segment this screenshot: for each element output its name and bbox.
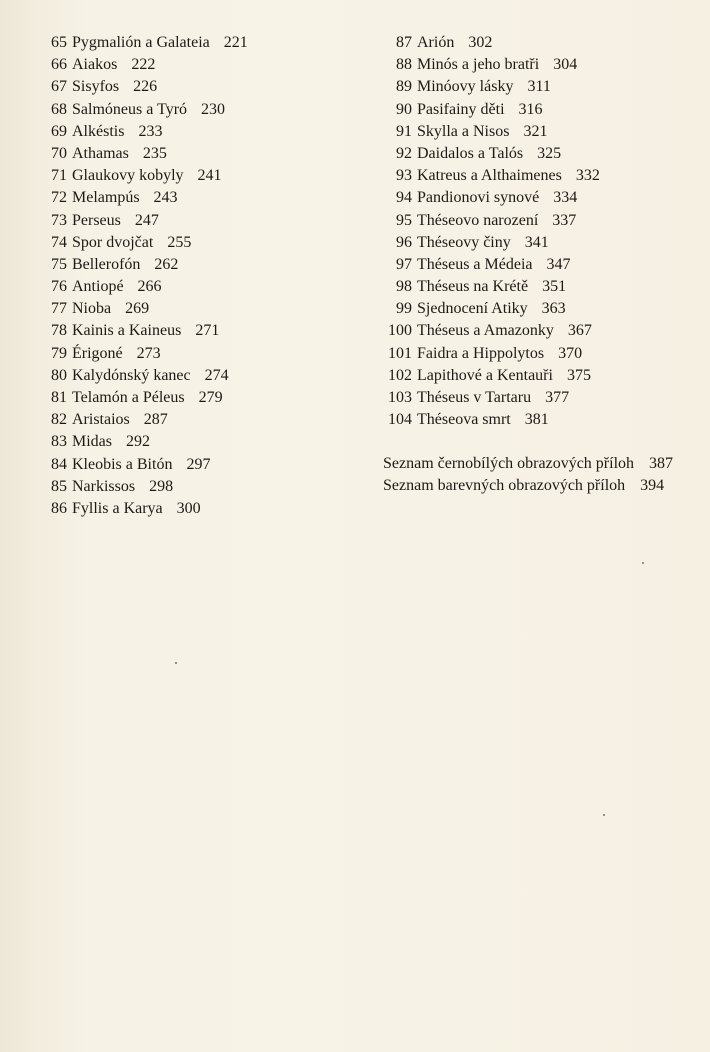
chapter-title: Salmóneus a Tyró xyxy=(72,100,188,118)
toc-entry xyxy=(40,476,340,498)
page-number: 351 xyxy=(542,278,567,296)
page-number: 367 xyxy=(567,322,592,340)
page-number: 222 xyxy=(131,56,156,74)
chapter-title: Spor dvojčat xyxy=(72,233,154,251)
page-number: 230 xyxy=(201,100,226,118)
paper-speck xyxy=(642,562,644,564)
page-number: 332 xyxy=(575,167,600,185)
toc-entry xyxy=(378,232,708,254)
chapter-number: 76 xyxy=(51,278,67,296)
toc-entry xyxy=(40,343,340,365)
toc-entry xyxy=(383,475,673,497)
chapter-title: Alkéstis xyxy=(72,122,125,140)
toc-entry xyxy=(40,254,340,276)
toc-entry xyxy=(378,121,708,143)
chapter-number: 102 xyxy=(388,366,412,384)
toc-entry xyxy=(378,343,708,365)
page-number: 381 xyxy=(524,411,549,429)
toc-entry xyxy=(40,232,340,254)
chapter-title: Kainis a Kaineus xyxy=(72,322,182,340)
chapter-title: Érigoné xyxy=(72,344,123,362)
chapter-title: Minós a jeho bratři xyxy=(417,56,540,74)
toc-entry xyxy=(40,187,340,209)
page-number: 255 xyxy=(167,233,192,251)
chapter-number: 104 xyxy=(388,411,412,429)
chapter-number: 79 xyxy=(51,344,67,362)
chapter-number: 65 xyxy=(51,34,67,51)
chapter-number: 70 xyxy=(51,144,67,162)
toc-entry xyxy=(378,210,708,232)
page-number: 347 xyxy=(546,255,571,273)
toc-entry xyxy=(378,54,708,76)
page-number: 337 xyxy=(552,211,577,229)
chapter-title: Aiakos xyxy=(72,56,118,74)
chapter-number: 71 xyxy=(51,167,67,185)
chapter-title: Daidalos a Talós xyxy=(417,144,524,162)
toc-entry xyxy=(40,32,340,54)
chapter-number: 75 xyxy=(51,255,67,273)
toc-entry xyxy=(378,187,708,209)
toc-entry xyxy=(40,298,340,320)
page-number: 334 xyxy=(553,189,578,207)
toc-entry xyxy=(378,298,708,320)
toc-entry xyxy=(378,143,708,165)
page-number: 370 xyxy=(558,344,583,362)
chapter-title: Théseovy činy xyxy=(417,233,511,251)
toc-entry xyxy=(378,165,708,187)
chapter-title: Théseus v Tartaru xyxy=(417,389,532,406)
chapter-number: 91 xyxy=(396,122,412,140)
page-number: 363 xyxy=(541,300,566,318)
page-number: 387 xyxy=(649,455,674,472)
toc-entry xyxy=(40,99,340,121)
toc-entry xyxy=(378,32,708,54)
toc-entry xyxy=(378,320,708,342)
chapter-title: Nioba xyxy=(72,300,112,318)
chapter-number: 66 xyxy=(51,56,67,74)
toc-entry xyxy=(40,498,340,520)
page-number: 226 xyxy=(133,78,158,96)
toc-entry xyxy=(40,276,340,298)
paper-speck xyxy=(175,662,177,664)
chapter-title: Glaukovy kobyly xyxy=(72,167,184,185)
toc-entry xyxy=(40,365,340,387)
chapter-title: Narkissos xyxy=(72,477,136,495)
chapter-title: Katreus a Althaimenes xyxy=(417,167,562,185)
chapter-number: 94 xyxy=(396,189,412,207)
toc-entry xyxy=(40,165,340,187)
toc-entry xyxy=(40,143,340,165)
chapter-title: Lapithové a Kentauři xyxy=(417,366,553,384)
chapter-title: Minóovy lásky xyxy=(417,78,514,96)
page-number: 221 xyxy=(223,34,248,51)
toc-entry xyxy=(378,387,708,409)
page-number: 241 xyxy=(197,167,222,185)
chapter-number: 89 xyxy=(396,78,412,96)
page-number: 298 xyxy=(149,477,174,495)
chapter-number: 92 xyxy=(396,144,412,162)
chapter-title: Arión xyxy=(417,34,455,51)
page-number: 235 xyxy=(142,144,167,162)
chapter-title: Pygmalión a Galateia xyxy=(72,34,210,51)
chapter-number: 100 xyxy=(388,322,412,340)
toc-entry xyxy=(378,254,708,276)
chapter-title: Skylla a Nisos xyxy=(417,122,510,140)
page-number: 243 xyxy=(153,189,178,207)
chapter-title: Midas xyxy=(72,433,112,451)
page-number: 271 xyxy=(195,322,220,340)
chapter-title: Telamón a Péleus xyxy=(72,389,185,406)
page-number: 321 xyxy=(523,122,548,140)
chapter-number: 97 xyxy=(396,255,412,273)
chapter-title: Théseus a Amazonky xyxy=(417,322,554,340)
chapter-number: 86 xyxy=(51,499,67,517)
chapter-title: Pandionovi synové xyxy=(417,189,540,207)
chapter-number: 67 xyxy=(51,78,67,96)
page-number: 279 xyxy=(198,389,223,406)
chapter-number: 74 xyxy=(51,233,67,251)
page-number: 287 xyxy=(143,411,168,429)
chapter-number: 80 xyxy=(51,366,67,384)
page-number: 262 xyxy=(154,255,179,273)
page-number: 247 xyxy=(134,211,159,229)
chapter-title: Sjednocení Atiky xyxy=(417,300,528,318)
chapter-title: Bellerofón xyxy=(72,255,141,273)
toc-entry xyxy=(40,387,340,409)
chapter-title: Sisyfos xyxy=(72,78,120,96)
chapter-number: 68 xyxy=(51,100,67,118)
toc-entry xyxy=(40,210,340,232)
chapter-number: 88 xyxy=(396,56,412,74)
page-number: 274 xyxy=(204,366,229,384)
page-number: 300 xyxy=(176,499,201,517)
chapter-title: Perseus xyxy=(72,211,121,229)
chapter-number: 84 xyxy=(51,455,67,473)
page-number: 394 xyxy=(640,477,665,494)
page-number: 233 xyxy=(138,122,163,140)
page-number: 311 xyxy=(527,78,551,96)
chapter-title: Théseus a Médeia xyxy=(417,255,533,273)
toc-entry xyxy=(40,409,340,431)
page-number: 273 xyxy=(136,344,161,362)
chapter-title: Athamas xyxy=(72,144,129,162)
toc-entry xyxy=(378,76,708,98)
chapter-title: Théseus na Krétě xyxy=(417,278,529,296)
toc-entry xyxy=(40,121,340,143)
chapter-number: 72 xyxy=(51,189,67,207)
page-number: 375 xyxy=(566,366,591,384)
toc-entry xyxy=(40,454,340,476)
chapter-title: Seznam barevných obrazových příloh xyxy=(383,477,626,494)
toc-entry xyxy=(383,453,673,475)
toc-right-column xyxy=(378,32,708,431)
chapter-number: 103 xyxy=(388,389,412,406)
page-number: 341 xyxy=(524,233,549,251)
chapter-number: 82 xyxy=(51,411,67,429)
chapter-title: Kalydónský kanec xyxy=(72,366,191,384)
page-number: 302 xyxy=(468,34,493,51)
page-number: 377 xyxy=(545,389,570,406)
page-number: 292 xyxy=(126,433,150,451)
chapter-number: 90 xyxy=(396,100,412,118)
chapter-number: 85 xyxy=(51,477,67,495)
page-number: 316 xyxy=(518,100,543,118)
chapter-title: Aristaios xyxy=(72,411,130,429)
chapter-number: 95 xyxy=(396,211,412,229)
chapter-number: 83 xyxy=(51,433,67,451)
chapter-title: Fyllis a Karya xyxy=(72,499,163,517)
chapter-number: 69 xyxy=(51,122,67,140)
chapter-title: Faidra a Hippolytos xyxy=(417,344,545,362)
toc-entry xyxy=(378,276,708,298)
chapter-title: Théseova smrt xyxy=(417,411,511,429)
chapter-number: 87 xyxy=(396,34,412,51)
chapter-number: 99 xyxy=(396,300,412,318)
chapter-number: 93 xyxy=(396,167,412,185)
toc-appendix xyxy=(383,453,673,497)
toc-entry xyxy=(378,409,708,431)
page-number: 325 xyxy=(537,144,562,162)
toc-entry xyxy=(40,54,340,76)
chapter-number: 73 xyxy=(51,211,67,229)
chapter-number: 77 xyxy=(51,300,67,318)
toc-entry xyxy=(378,99,708,121)
toc-entry xyxy=(40,76,340,98)
chapter-title: Pasifainy děti xyxy=(417,100,505,118)
toc-left-column xyxy=(40,32,340,520)
page-number: 266 xyxy=(137,278,162,296)
paper-speck xyxy=(603,814,605,816)
page-number: 304 xyxy=(553,56,578,74)
chapter-number: 81 xyxy=(51,389,67,406)
chapter-number: 98 xyxy=(396,278,412,296)
chapter-title: Seznam černobílých obrazových příloh xyxy=(383,455,635,472)
chapter-title: Antiopé xyxy=(72,278,124,296)
chapter-title: Théseovo narození xyxy=(417,211,539,229)
chapter-number: 78 xyxy=(51,322,67,340)
toc-entry xyxy=(40,431,340,453)
chapter-title: Kleobis a Bitón xyxy=(72,455,173,473)
chapter-title: Melampús xyxy=(72,189,140,207)
chapter-number: 96 xyxy=(396,233,412,251)
toc-entry xyxy=(378,365,708,387)
page-number: 269 xyxy=(125,300,150,318)
chapter-number: 101 xyxy=(388,344,412,362)
toc-entry xyxy=(40,320,340,342)
page-number: 297 xyxy=(186,455,211,473)
